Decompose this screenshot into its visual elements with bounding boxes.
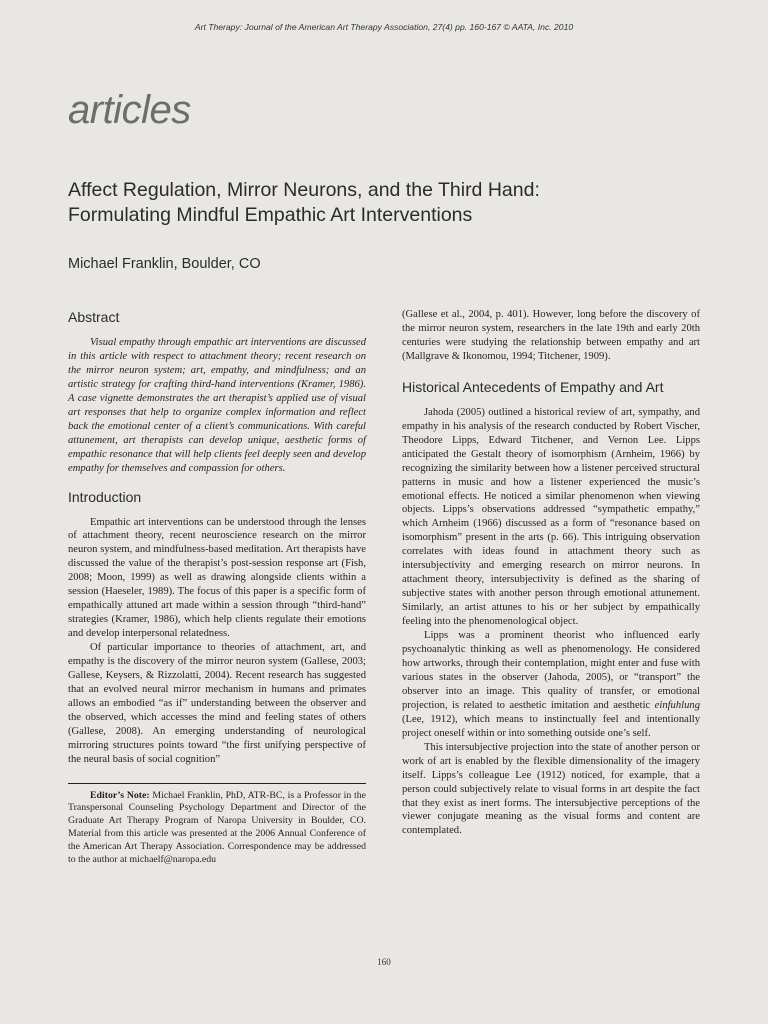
left-column (68, 308, 366, 866)
editors-note-text (68, 790, 366, 867)
author-name: Michael Franklin, (68, 256, 178, 272)
section-label: articles (68, 88, 191, 132)
historical-paragraph-2 (402, 629, 700, 741)
page-number: 160 (377, 957, 391, 967)
running-header: Art Therapy: Journal of the American Art Therapy Association, 27(4) pp. 160-167 © AATA, Inc. 2010 (194, 22, 574, 32)
editors-note (68, 783, 366, 867)
article-title-line-1: Affect Regulation, Mirror Neurons, and the Third Hand: (68, 179, 540, 201)
historical-paragraph-3: This intersubjective projection into the state of another person or work of art is enabled by the flexible dimensionality of the imagery itself. Lipps’s colleague Lee (1912) noticed, for example, that a person could subjectively relate to visual forms in art despite the fact that they exist as inert forms. The intersubjective perceptions of the viewer conjugate meaning as the visual forms and content are contemplated. (402, 741, 700, 837)
article-title-line-2: Formulating Mindful Empathic Art Interventions (68, 204, 473, 226)
historical-antecedents-heading: Historical Antecedents of Empathy and Art (402, 378, 664, 395)
historical-paragraph-1: Jahoda (2005) outlined a historical review of art, sympathy, and empathy in his analysis of the research conducted by Robert Vischer, Theodore Lipps, Edward Titchener, and Vernon Lee. Lipps anticipated the Gestalt theory of isomorphism (Arnheim, 1966) by recognizing the similarity between how a listener perceived structural patterns in music and how a listener experienced the music’s emotional effects. He noticed a similar phenomenon when viewing objects. Lipps’s observations addressed “sympathetic empathy,” which Arnheim (1966) discussed as a form of “resonance based on isomorphism” present in the arts (p. 66). This intriguing observation correlates with ideas found in attachment theory such as intersubjectivity and emerging research on mirror neurons. In attachment theory, intersubjectivity is defined as the sharing of subjective states with another person through emotional attunement. Similarly, an artist attunes to his or her subject by empathically feeling into the phenomenological object. (402, 406, 700, 628)
historical-paragraph-2-start: Lipps was a prominent theorist who influenced early psychoanalytic thinking as well as phenomenology. He considered how artworks, through their contemplation, might enter and fuse with various states in the observer (Jahoda, 2005), or “transport” the observer into an image. This quality of transfer, or emotional projection, is related to aesthetic imitation and aesthetic (402, 630, 700, 711)
einfuhlung-term: einfuhlung (654, 699, 700, 711)
introduction-paragraph-1: Empathic art interventions can be understood through the lenses of attachment theory, recent neuroscience research on the mirror neuron system, and mindfulness-based meditation. Art therapists have discussed the value of the therapist’s post-session response art (Fish, 2008; Moon, 1999) as well as drawing alongside clients within a session (Haeseler, 1989). The focus of this paper is a specific form of empathically attuned art made within a session through “third-hand” strategies (Kramer, 1986), which help clients regulate their emotions and develop interpersonal relatedness. (68, 516, 366, 640)
editors-note-body: Michael Franklin, PhD, ATR-BC, is a Professor in the Transpersonal Counseling Psychology Department and Director of the Graduate Art Therapy Program of Naropa University in Boulder, CO. Material from this article was presented at the 2006 Annual Conference of the American Art Therapy Association. Correspondence may be addressed to the author at michaelf@naropa.edu (68, 789, 366, 865)
abstract-text: Visual empathy through empathic art interventions are discussed in this article with respect to attachment theory; recent research on the mirror neuron system; art, empathy, and mindfulness; and an artistic strategy for crafting third-hand interventions (Kramer, 1986). A case vignette demonstrates the art therapist’s applied use of visual art responses that help to organize complex information and reflect back the emotional center of a client’s communications. With careful attunement, art therapists can develop unique, aesthetic forms of empathic resonance that will help clients feel deeply seen and develop empathy for themselves and compassion for others. (68, 337, 366, 474)
editors-note-label: Editor’s Note: (90, 789, 150, 801)
introduction-paragraph-2: Of particular importance to theories of attachment, art, and empathy is the discovery of the mirror neuron system (Gallese, 2003; Gallese, Keysers, & Rizzolatti, 2004). Recent research has suggested that an evolved neural mirror mechanism in humans and primates allows an embodied “as if” understanding between the observer and the observed, which accesses the mind and feeling states of others (Gallese, 2008). An emerging understanding of neurological mirroring structures points toward “the first unifying perspective of the neural basis of social cognition” (68, 642, 366, 765)
right-column (402, 308, 700, 838)
author-line (68, 256, 261, 272)
continuation-paragraph: (Gallese et al., 2004, p. 401). However, long before the discovery of the mirror neuron system, researchers in the late 19th and early 20th centuries were studying the relationship between empathy and art (Mallgrave & Ikonomou, 1994; Titchener, 1909). (402, 309, 700, 362)
author-location: Boulder, CO (177, 256, 261, 272)
abstract-heading: Abstract (68, 309, 120, 325)
article-title (68, 178, 728, 228)
historical-paragraph-2-end: (Lee, 1912), which means to instinctually feel and intentionally project oneself within or into something outside one’s self. (402, 713, 700, 739)
introduction-heading: Introduction (68, 488, 142, 505)
